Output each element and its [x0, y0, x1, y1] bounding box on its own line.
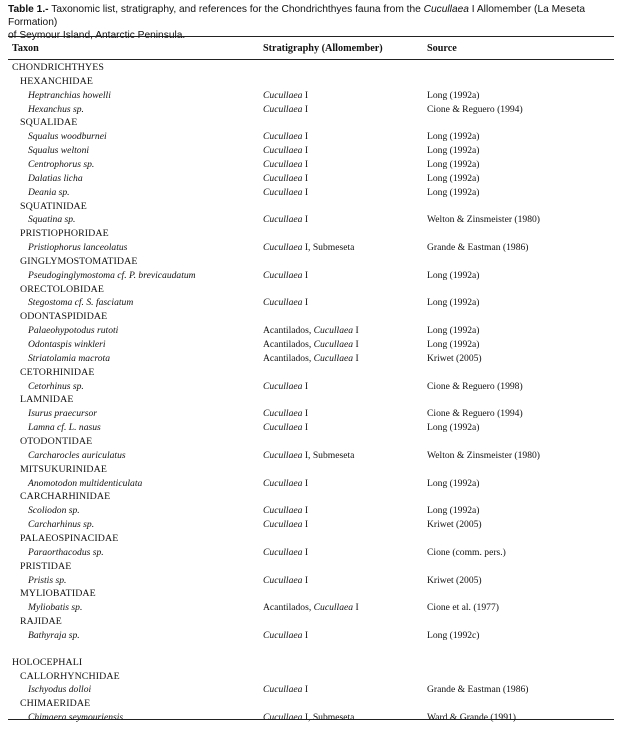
stratigraphy-cell: [263, 352, 359, 365]
table-row: [0, 380, 619, 393]
taxon-cell: Pristis sp.: [28, 574, 67, 586]
taxon-cell: Centrophorus sp.: [28, 158, 95, 170]
stratigraphy-italic: Cucullaea: [263, 269, 303, 281]
stratigraphy-italic: Cucullaea: [263, 546, 303, 558]
source-cell: Grande & Eastman (1986): [427, 684, 529, 696]
source-cell: Long (1992a): [427, 186, 480, 198]
source-cell: Cione & Reguero (1994): [427, 408, 523, 420]
stratigraphy-cell: [263, 407, 308, 420]
stratigraphy-value: Cucullaea I: [263, 422, 309, 434]
source-cell: Welton & Zinsmeister (1980): [427, 214, 540, 226]
taxon-cell: Ischyodus dolloi: [28, 684, 92, 696]
taxon-cell: Carcharocles auriculatus: [28, 449, 126, 461]
table-row: [0, 449, 619, 462]
stratigraphy-cell: [263, 601, 359, 614]
source-cell: Long (1992c): [427, 629, 480, 641]
stratigraphy-cell: [263, 574, 308, 587]
taxon-cell: Squatina sp.: [28, 214, 76, 226]
stratigraphy-italic: Cucullaea: [313, 602, 354, 614]
stratigraphy-value: Cucullaea I: [313, 339, 359, 350]
caption-text-italic: Cucullaea: [423, 4, 469, 15]
table-row: [0, 130, 619, 143]
class-name: HOLOCEPHALI: [12, 656, 83, 668]
family-name: CALLORHYNCHIDAE: [20, 670, 120, 682]
stratigraphy-cell: [263, 629, 308, 642]
taxon-cell: Striatolamia macrota: [28, 352, 110, 364]
taxon-cell: Stegostoma cf. S. fasciatum: [28, 297, 134, 309]
stratigraphy-cell: [263, 172, 308, 185]
source-cell: Long (1992a): [427, 297, 480, 309]
family-heading-row: [0, 200, 619, 213]
stratigraphy-italic: Cucullaea: [313, 352, 354, 364]
source-cell: Cione et al. (1977): [427, 602, 499, 614]
source-cell: Long (1992a): [427, 158, 480, 170]
stratigraphy-value: Cucullaea I: [263, 269, 309, 281]
table-row: [0, 89, 619, 102]
taxon-cell: Pristiophorus lanceolatus: [28, 242, 128, 253]
family-name: LAMNIDAE: [20, 394, 74, 406]
table-row: [0, 504, 619, 517]
table-row: [0, 172, 619, 185]
family-name: CHIMAERIDAE: [20, 698, 91, 710]
stratigraphy-italic: Cucullaea: [313, 339, 354, 350]
table-row: [0, 352, 619, 365]
stratigraphy-cell: [263, 477, 308, 490]
family-heading-row: [0, 116, 619, 129]
stratigraphy-value: Cucullaea I, Submeseta: [263, 712, 355, 724]
source-cell: Kriwet (2005): [427, 352, 482, 364]
stratigraphy-value: Cucullaea I, Submeseta: [263, 449, 355, 461]
stratigraphy-cell: [263, 324, 359, 337]
stratigraphy-italic: Cucullaea: [263, 408, 303, 420]
source-cell: Welton & Zinsmeister (1980): [427, 449, 540, 461]
family-name: ORECTOLOBIDAE: [20, 283, 104, 295]
source-cell: Long (1992a): [427, 505, 480, 517]
family-heading-row: [0, 463, 619, 476]
stratigraphy-prefix: Acantilados,: [263, 325, 314, 337]
stratigraphy-value: Cucullaea I: [263, 629, 309, 641]
stratigraphy-cell: [263, 711, 354, 724]
family-heading-row: [0, 670, 619, 683]
family-heading-row: [0, 615, 619, 628]
stratigraphy-value: Cucullaea I: [263, 103, 309, 115]
table-row: [0, 518, 619, 531]
table-row: [0, 629, 619, 642]
source-cell: Long (1992a): [427, 131, 480, 143]
taxon-cell: Cetorhinus sp.: [28, 380, 84, 392]
table-row: [0, 546, 619, 559]
stratigraphy-value: Cucullaea I: [263, 297, 309, 309]
taxon-cell: Hexanchus sp.: [28, 103, 84, 115]
stratigraphy-cell: [263, 103, 308, 116]
table-row: [0, 711, 619, 724]
family-name: PRISTIDAE: [20, 560, 72, 572]
source-cell: Long (1992a): [427, 325, 480, 337]
family-heading-row: [0, 227, 619, 240]
taxon-cell: Palaeohypotodus rutoti: [28, 325, 119, 337]
stratigraphy-italic: Cucullaea: [263, 242, 303, 253]
stratigraphy-prefix: Acantilados,: [263, 602, 314, 614]
table-top-rule: [8, 36, 614, 37]
taxon-cell: Bathyraja sp.: [28, 629, 80, 641]
table-row: [0, 241, 619, 254]
taxon-cell: Squalus weltoni: [28, 145, 90, 157]
source-cell: Long (1992a): [427, 172, 480, 184]
stratigraphy-italic: Cucullaea: [263, 103, 303, 115]
stratigraphy-cell: [263, 421, 308, 434]
family-name: OTODONTIDAE: [20, 436, 93, 447]
stratigraphy-italic: Cucullaea: [263, 505, 303, 517]
stratigraphy-italic: Cucullaea: [263, 629, 303, 641]
family-heading-row: [0, 255, 619, 268]
source-cell: Long (1992a): [427, 339, 480, 350]
source-cell: Long (1992a): [427, 89, 480, 101]
stratigraphy-italic: Cucullaea: [263, 449, 303, 461]
family-name: HEXANCHIDAE: [20, 75, 93, 87]
source-cell: Long (1992a): [427, 269, 480, 281]
stratigraphy-cell: [263, 186, 308, 199]
stratigraphy-value: Cucullaea I: [263, 131, 309, 143]
family-name: MITSUKURINIDAE: [20, 463, 107, 475]
table-row: [0, 601, 619, 614]
source-cell: Kriwet (2005): [427, 574, 482, 586]
stratigraphy-value: Cucullaea I: [263, 158, 309, 170]
stratigraphy-cell: [263, 296, 308, 309]
table-row: [0, 144, 619, 157]
stratigraphy-cell: [263, 158, 308, 171]
family-heading-row: [0, 310, 619, 323]
stratigraphy-italic: Cucullaea: [263, 172, 303, 184]
stratigraphy-italic: Cucullaea: [263, 380, 303, 392]
stratigraphy-value: Cucullaea I: [263, 684, 309, 696]
source-cell: Cione (comm. pers.): [427, 546, 506, 558]
stratigraphy-cell: [263, 449, 354, 462]
taxon-cell: Anomotodon multidenticulata: [28, 477, 143, 489]
header-source: Source: [427, 43, 457, 54]
stratigraphy-value: Cucullaea I: [263, 214, 309, 226]
source-cell: Cione & Reguero (1994): [427, 103, 523, 115]
family-heading-row: [0, 283, 619, 296]
caption-line2: of Seymour Island, Antarctic Peninsula.: [8, 30, 186, 41]
stratigraphy-cell: [263, 241, 354, 254]
stratigraphy-cell: [263, 683, 308, 696]
header-rule: [8, 59, 614, 60]
family-heading-row: [0, 697, 619, 710]
family-heading-row: [0, 587, 619, 600]
stratigraphy-value: Cucullaea I: [263, 186, 309, 198]
stratigraphy-italic: Cucullaea: [263, 477, 303, 489]
stratigraphy-italic: Cucullaea: [263, 712, 303, 724]
taxon-cell: Dalatias licha: [28, 172, 83, 184]
source-cell: Grande & Eastman (1986): [427, 242, 529, 253]
stratigraphy-value: Cucullaea I: [263, 574, 309, 586]
stratigraphy-cell: [263, 213, 308, 226]
stratigraphy-cell: [263, 269, 308, 282]
stratigraphy-italic: Cucullaea: [263, 145, 303, 157]
stratigraphy-cell: [263, 380, 308, 393]
stratigraphy-italic: Cucullaea: [313, 325, 354, 337]
class-name: CHONDRICHTHYES: [12, 62, 104, 73]
stratigraphy-cell: [263, 144, 308, 157]
table-row: [0, 269, 619, 282]
stratigraphy-italic: Cucullaea: [263, 158, 303, 170]
stratigraphy-cell: [263, 338, 359, 351]
family-name: PALAEOSPINACIDAE: [20, 532, 119, 544]
family-name: ODONTASPIDIDAE: [20, 311, 108, 323]
stratigraphy-cell: [263, 130, 308, 143]
caption-text-b: I Allomember (La Meseta Formation): [8, 4, 586, 28]
stratigraphy-cell: [263, 518, 308, 531]
table-row: [0, 213, 619, 226]
family-heading-row: [0, 532, 619, 545]
source-cell: Long (1992a): [427, 422, 480, 434]
stratigraphy-cell: [263, 89, 308, 102]
taxon-cell: Odontaspis winkleri: [28, 339, 106, 350]
table-row: [0, 407, 619, 420]
stratigraphy-prefix: Acantilados,: [263, 352, 314, 364]
taxon-cell: Chimaera seymouriensis: [28, 712, 124, 724]
table-row: [0, 296, 619, 309]
taxon-cell: Pseudoginglymostoma cf. P. brevicaudatum: [28, 269, 196, 281]
table-row: [0, 338, 619, 351]
taxon-cell: Paraorthacodus sp.: [28, 546, 104, 558]
family-name: GINGLYMOSTOMATIDAE: [20, 255, 138, 267]
stratigraphy-value: Cucullaea I, Submeseta: [263, 242, 355, 253]
stratigraphy-italic: Cucullaea: [263, 297, 303, 309]
family-heading-row: [0, 490, 619, 503]
class-heading-row: [0, 61, 619, 74]
stratigraphy-italic: Cucullaea: [263, 131, 303, 143]
stratigraphy-value: Cucullaea I: [263, 505, 309, 517]
family-name: SQUALIDAE: [20, 117, 78, 129]
stratigraphy-value: Cucullaea I: [263, 89, 309, 101]
stratigraphy-value: Cucullaea I: [263, 145, 309, 157]
family-name: MYLIOBATIDAE: [20, 588, 96, 600]
table-row: [0, 103, 619, 116]
stratigraphy-italic: Cucullaea: [263, 89, 303, 101]
stratigraphy-value: Cucullaea I: [313, 352, 359, 364]
family-heading-row: [0, 75, 619, 88]
stratigraphy-value: Cucullaea I: [263, 477, 309, 489]
source-cell: Long (1992a): [427, 145, 480, 157]
stratigraphy-italic: Cucullaea: [263, 422, 303, 434]
taxon-cell: Myliobatis sp.: [28, 602, 83, 614]
stratigraphy-prefix: Acantilados,: [263, 339, 314, 350]
stratigraphy-value: Cucullaea I: [263, 380, 309, 392]
taxon-cell: Scoliodon sp.: [28, 505, 80, 517]
class-heading-row: [0, 656, 619, 669]
taxon-cell: Carcharhinus sp.: [28, 519, 95, 531]
stratigraphy-italic: Cucullaea: [263, 684, 303, 696]
table-row: [0, 324, 619, 337]
stratigraphy-value: Cucullaea I: [263, 546, 309, 558]
stratigraphy-italic: Cucullaea: [263, 519, 303, 531]
taxon-cell: Squalus woodburnei: [28, 131, 107, 143]
family-name: RAJIDAE: [20, 616, 62, 627]
source-cell: Kriwet (2005): [427, 519, 482, 531]
caption-text-a: Taxonomic list, stratigraphy, and references for the Chondrichthyes fauna from the: [48, 4, 424, 15]
stratigraphy-cell: [263, 504, 308, 517]
taxon-cell: Heptranchias howelli: [28, 89, 111, 101]
header-stratigraphy: Stratigraphy (Allomember): [263, 43, 383, 54]
stratigraphy-cell: [263, 546, 308, 559]
taxon-cell: Lamna cf. L. nasus: [28, 422, 101, 434]
family-heading-row: [0, 393, 619, 406]
table-bottom-rule: [8, 719, 614, 720]
source-cell: Cione & Reguero (1998): [427, 380, 523, 392]
header-taxon: Taxon: [12, 43, 39, 54]
family-name: SQUATINIDAE: [20, 200, 87, 212]
table-row: [0, 186, 619, 199]
family-heading-row: [0, 435, 619, 448]
taxon-cell: Deania sp.: [28, 186, 70, 198]
stratigraphy-value: Cucullaea I: [263, 519, 309, 531]
stratigraphy-italic: Cucullaea: [263, 186, 303, 198]
stratigraphy-value: Cucullaea I: [313, 602, 359, 614]
table-row: [0, 158, 619, 171]
family-name: PRISTIOPHORIDAE: [20, 228, 109, 240]
stratigraphy-value: Cucullaea I: [263, 172, 309, 184]
stratigraphy-italic: Cucullaea: [263, 574, 303, 586]
family-name: CARCHARHINIDAE: [20, 491, 111, 503]
table-row: [0, 421, 619, 434]
source-cell: Ward & Grande (1991): [427, 712, 517, 724]
stratigraphy-value: Cucullaea I: [313, 325, 359, 337]
stratigraphy-value: Cucullaea I: [263, 408, 309, 420]
table-row: [0, 683, 619, 696]
family-name: CETORHINIDAE: [20, 366, 95, 378]
family-heading-row: [0, 366, 619, 379]
caption-label: Table 1.-: [8, 4, 49, 15]
stratigraphy-italic: Cucullaea: [263, 214, 303, 226]
table-row: [0, 477, 619, 490]
source-cell: Long (1992a): [427, 477, 480, 489]
family-heading-row: [0, 560, 619, 573]
table-row: [0, 574, 619, 587]
taxon-cell: Isurus praecursor: [28, 408, 98, 420]
